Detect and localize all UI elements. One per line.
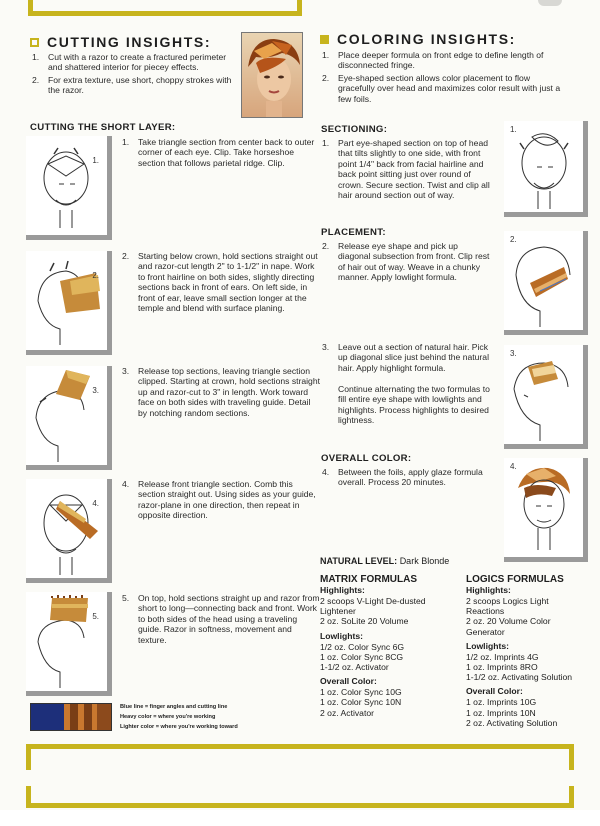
coloring-insight-1: 1. Place deeper formula on front edge to define length of disconnected fringe. [322,50,544,71]
legend-line-1: Blue line = finger angles and cutting line [120,704,228,710]
page-smudge [538,0,562,6]
color-diagram-3: 3. [504,345,588,449]
cut-diagram-4: 4. [26,479,112,583]
sectioning-step-1: 1. Part eye-shaped section on top of head that tilts slightly to one side, with front point 1/4" back from facial hairline and back point sitting just over round of crown. Secure section. Twist and clip all hair around section out of way. [322,138,490,201]
color-diagram-4: 4. [504,458,588,562]
placement-heading: PLACEMENT: [321,227,386,238]
cut-diagram-5: 5. [26,592,112,696]
placement-continued: Continue alternating the two formulas to fill entire eye shape with lowlights and highlights. Process highlights to desired lightness. [338,384,490,426]
overall-step-4: 4. Between the foils, apply glaze formula overall. Process 20 minutes. [322,467,483,488]
placement-step-3: 3. Leave out a section of natural hair. Pick up diagonal slice just behind the natural hair. Apply highlight formula. [322,342,489,373]
matrix-title: MATRIX FORMULAS [320,574,418,585]
page-bottom-margin [0,810,600,826]
bottom-accent-gap [26,770,574,786]
coloring-insights-heading: COLORING INSIGHTS: [320,31,516,47]
cut-step-2: 2. Starting below crown, hold sections straight out and razor-cut length 2" to 1-1/2" in nape. Work to front hairline on both sides, slightly directing sections back in front of ears. On left side, in front of ear, leave small section longer at the temple and blend with surface planing. [122,251,318,314]
color-legend-swatch [30,703,112,731]
legend-line-2: Heavy color = where you're working [120,714,216,720]
cut-step-5: 5. On top, hold sections straight up and razor from short to long—connecting back and front. Work to both sides of the head using a traveling guide. Razor in softness, movement and texture. [122,593,320,645]
color-diagram-2: 2. [504,231,588,335]
cutting-insights-heading: CUTTING INSIGHTS: [30,34,211,50]
cut-step-1: 1. Take triangle section from center back to outer corner of each eye. Clip. Take horseshoe section that follows parietal ridge. Clip. [122,137,315,168]
color-diagram-1: 1. [504,121,588,217]
coloring-insight-2: 2. Eye-shaped section allows color placement to flow gracefully over head and maximizes color result with just a few foils. [322,73,561,104]
cutting-insight-1: 1. Cut with a razor to create a fractured perimeter and shattered interior for piecey effects. [32,52,227,73]
natural-level: NATURAL LEVEL: Dark Blonde [320,556,450,566]
sectioning-heading: SECTIONING: [321,124,388,135]
logics-formulas: LOGICS FORMULAS Highlights: 2 scoops Logics Light Reactions 2 oz. 20 Volume Color Generator Lowlights: 1/2 oz. Imprints 4G 1 oz. Imprints 8RO 1-1/2 oz. Activating Solution Overall Color: 1 oz. Imprints 10G 1 oz. Imprints 10N 2 oz. Activating Solution [466,574,592,728]
logics-title: LOGICS FORMULAS [466,574,564,585]
square-outline-icon [30,38,39,47]
cut-step-3: 3. Release top sections, leaving triangle section clipped. Starting at crown, hold sections straight up and razor-cut to 3" in length. Work toward face on both sides with traveling guide. Detail by notching random sections. [122,366,320,418]
cut-step-4: 4. Release front triangle section. Comb this section straight out. Using sides as your guide, razor-plane in one direction, then repeat in opposite direction. [122,479,316,521]
placement-step-2: 2. Release eye shape and pick up diagonal subsection from front. Clip rest of hair out of way. Weave in a chunky manner. Apply lowlight formula. [322,241,490,283]
cutting-insight-2: 2. For extra texture, use short, choppy strokes with the razor. [32,75,232,96]
overall-color-heading: OVERALL COLOR: [321,453,412,464]
model-photo [241,32,303,118]
cut-diagram-2: 2. [26,251,112,355]
matrix-formulas: MATRIX FORMULAS Highlights: 2 scoops V-Light De-dusted Lightener 2 oz. SoLite 20 Volume Lowlights: 1/2 oz. Color Sync 6G 1 oz. Color Sync 8CG 1-1/2 oz. Activator Overall Color: 1 oz. Color Sync 10G 1 oz. Color Sync 10N 2 oz. Activator [320,574,460,718]
legend-line-3: Lighter color = where you're working toward [120,724,238,730]
cut-diagram-1: 1. [26,136,112,240]
top-accent-bar [28,0,302,16]
square-filled-icon [320,35,329,44]
cut-diagram-3: 3. [26,366,112,470]
short-layer-heading: CUTTING THE SHORT LAYER: [30,122,176,133]
